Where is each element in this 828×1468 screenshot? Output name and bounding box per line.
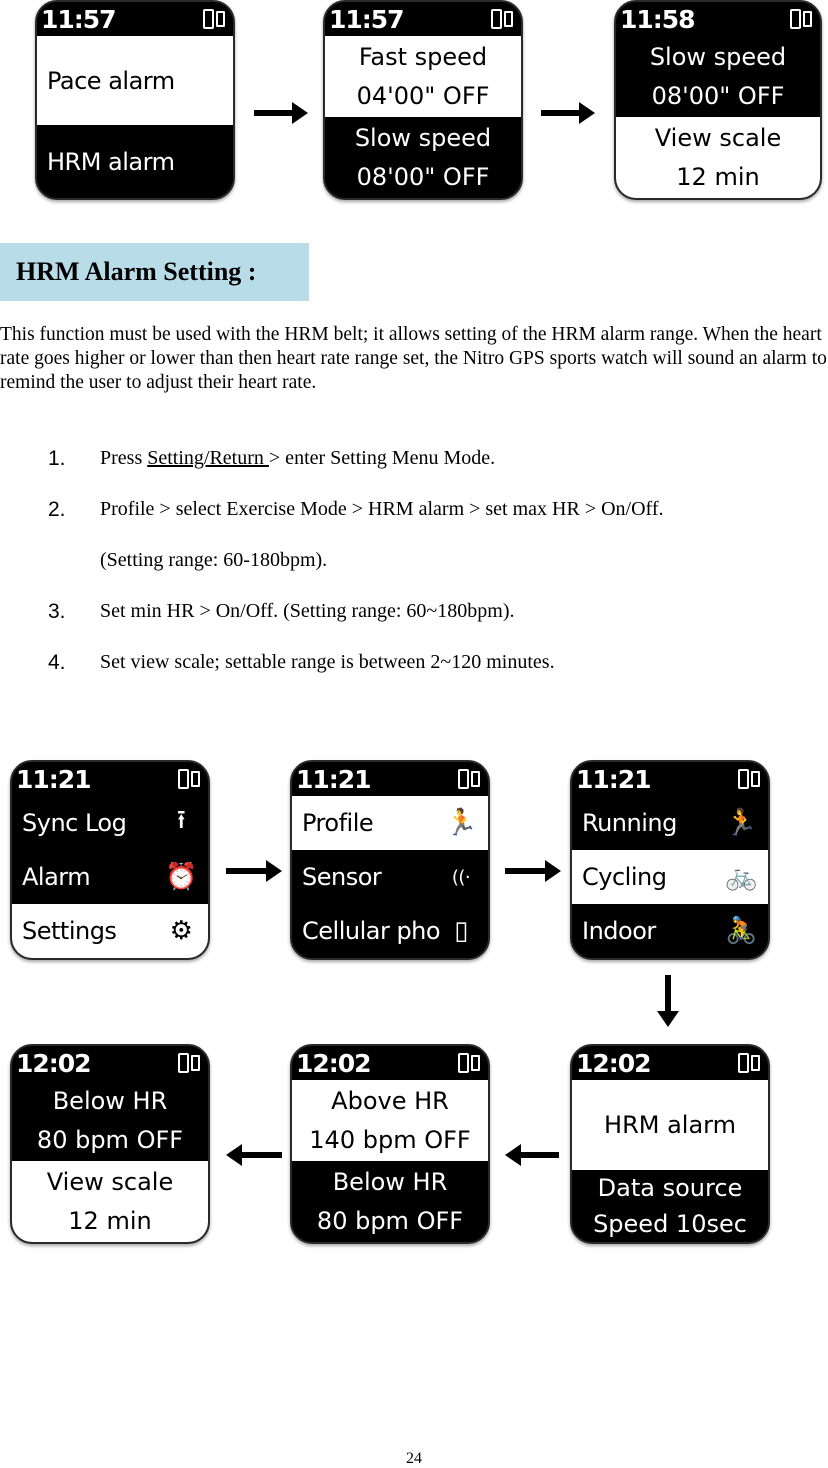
steps-list — [48, 445, 828, 700]
below-hr-item[interactable] — [12, 1080, 208, 1161]
upload-icon: ⭱ — [176, 805, 186, 835]
clock: 11:21 — [16, 764, 91, 794]
slow-speed-label: Slow speed — [354, 124, 492, 153]
status-bar — [12, 762, 208, 796]
data-source-value: Speed 10sec — [593, 1210, 747, 1238]
battery-icon — [203, 9, 225, 29]
status-bar — [37, 2, 233, 36]
below-hr-value: 80 bpm OFF — [36, 1125, 184, 1154]
above-hr-item[interactable] — [292, 1080, 488, 1161]
status-bar — [292, 1046, 488, 1080]
watch-main-menu — [10, 760, 210, 960]
battery-icon — [738, 769, 760, 789]
watch-slow-speed-view-scale — [614, 0, 822, 200]
data-source-item[interactable] — [572, 1170, 768, 1242]
view-scale-item[interactable] — [616, 117, 820, 198]
battery-icon — [178, 1053, 200, 1073]
clock: 12:02 — [16, 1048, 91, 1078]
status-bar — [572, 762, 768, 796]
status-bar — [12, 1046, 208, 1080]
slow-speed-value: 08'00" OFF — [356, 162, 490, 191]
hrm-alarm-label: HRM alarm — [604, 1110, 736, 1139]
clock: 12:02 — [296, 1048, 371, 1078]
step-3: 3. Set min HR > On/Off. (Setting range: 60~180bpm). — [48, 600, 515, 623]
below-hr-value: 80 bpm OFF — [316, 1206, 464, 1235]
menu-item-sensor[interactable]: Sensor ((· — [292, 850, 488, 904]
slow-speed-item[interactable] — [325, 117, 521, 198]
fast-speed-item[interactable] — [325, 36, 521, 117]
status-bar — [292, 762, 488, 796]
arrow-right — [541, 110, 581, 116]
arrow-right — [254, 110, 294, 116]
view-scale-label: View scale — [654, 124, 782, 153]
watch-fast-slow-speed — [323, 0, 523, 200]
menu-item-cellular-phone[interactable]: Cellular pho ▯ — [292, 904, 488, 958]
arrow-left — [519, 1152, 559, 1158]
below-hr-label: Below HR — [52, 1087, 168, 1116]
menu-item-hrm-alarm[interactable]: HRM alarm — [37, 125, 233, 198]
status-bar — [572, 1046, 768, 1080]
watch-below-hr-view-scale — [10, 1044, 210, 1244]
watch-above-below-hr — [290, 1044, 490, 1244]
view-scale-value: 12 min — [676, 162, 760, 191]
watch-settings-menu — [290, 760, 490, 960]
menu-item-running[interactable]: Running 🏃 — [572, 796, 768, 850]
slow-speed-item[interactable] — [616, 36, 820, 117]
arrow-down — [665, 975, 671, 1013]
menu-item-sync-log[interactable]: Sync Log ⭱ — [12, 796, 208, 850]
running-icon: 🏃 — [725, 808, 757, 838]
page-number: 24 — [406, 1450, 422, 1467]
clock: 11:57 — [41, 4, 116, 34]
setting-return-link: Setting/Return — [147, 447, 269, 469]
fast-speed-value: 04'00" OFF — [356, 81, 490, 110]
watch-hrm-alarm-data-source — [570, 1044, 770, 1244]
watch-profile-menu — [570, 760, 770, 960]
phone-settings-icon: ▯ — [454, 916, 468, 946]
step-4: 4. Set view scale; settable range is between 2~120 minutes. — [48, 651, 555, 674]
clock: 11:57 — [329, 4, 404, 34]
view-scale-label: View scale — [46, 1168, 174, 1197]
view-scale-item[interactable] — [12, 1161, 208, 1242]
menu-item-alarm[interactable]: Alarm ⏰ — [12, 850, 208, 904]
clock: 11:21 — [576, 764, 651, 794]
arrow-left — [240, 1152, 282, 1158]
indoor-bike-icon: 🚴 — [725, 916, 757, 946]
step-1: 1. Press Setting/Return > enter Setting Menu Mode. — [48, 447, 496, 470]
menu-item-indoor[interactable]: Indoor 🚴 — [572, 904, 768, 958]
clock: 11:58 — [620, 4, 695, 34]
arrow-right — [505, 868, 547, 874]
view-scale-value: 12 min — [68, 1206, 152, 1235]
menu-item-profile[interactable]: Profile 🏃 — [292, 796, 488, 850]
fast-speed-label: Fast speed — [358, 43, 488, 72]
above-hr-label: Above HR — [331, 1087, 449, 1116]
clock: 11:21 — [296, 764, 371, 794]
hrm-alarm-item[interactable] — [572, 1080, 768, 1170]
section-heading: HRM Alarm Setting : — [0, 243, 309, 301]
slow-speed-value: 08'00" OFF — [651, 81, 785, 110]
alarm-clock-icon: ⏰ — [165, 862, 197, 892]
battery-icon — [491, 9, 513, 29]
battery-icon — [458, 769, 480, 789]
step-2: 2. Profile > select Exercise Mode > HRM alarm > set max HR > On/Off. (Setting range: 60-180bpm). — [48, 498, 664, 571]
data-source-label: Data source — [597, 1174, 743, 1202]
watch-pace-hrm-menu — [35, 0, 235, 200]
gear-icon: ⚙ — [169, 916, 193, 946]
battery-icon — [738, 1053, 760, 1073]
intro-paragraph: This function must be used with the HRM belt; it allows setting of the HRM alarm range. When the heart rate goes higher or lower than then heart rate range set, the Nitro GPS sports watch will sound an alarm to remind the user to adjust their heart rate. — [0, 324, 827, 393]
status-bar — [325, 2, 521, 36]
runner-icon: 🏃 — [445, 808, 477, 838]
menu-item-cycling[interactable]: Cycling 🚲 — [572, 850, 768, 904]
arrow-right — [226, 868, 268, 874]
bicycle-icon: 🚲 — [725, 862, 757, 892]
battery-icon — [178, 769, 200, 789]
battery-icon — [458, 1053, 480, 1073]
slow-speed-label: Slow speed — [649, 43, 787, 72]
battery-icon — [790, 9, 812, 29]
below-hr-label: Below HR — [332, 1168, 448, 1197]
clock: 12:02 — [576, 1048, 651, 1078]
above-hr-value: 140 bpm OFF — [309, 1125, 471, 1154]
status-bar — [616, 2, 820, 36]
menu-item-pace-alarm[interactable]: Pace alarm — [37, 36, 233, 125]
menu-item-settings[interactable]: Settings ⚙ — [12, 904, 208, 958]
below-hr-item[interactable] — [292, 1161, 488, 1242]
sensor-icon: ((· — [451, 866, 471, 888]
